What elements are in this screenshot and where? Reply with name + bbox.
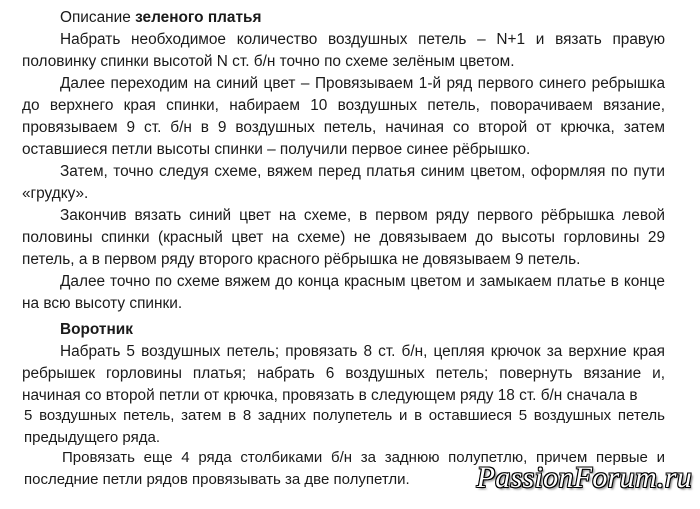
section-title-prefix: Описание (60, 9, 136, 26)
collar-paragraph-3: Провязать еще 4 ряда столбиками б/н за заднюю полупетлю, причем первые и последние петли рядов провязывать за две полупетли. (24, 449, 665, 488)
watermark: PassionForum.ru (476, 461, 692, 494)
section-title-bold: зеленого платья (135, 9, 262, 26)
paragraph-3: Затем, точно следуя схеме, вяжем перед платья синим цветом, оформляя по пути «грудку». (22, 163, 665, 202)
collar-title: Воротник (60, 321, 133, 338)
paragraph-1: Набрать необходимое количество воздушных петель – N+1 и вязать правую половинку спинки высотой N ст. б/н точно по схеме зелёным цветом. (22, 31, 665, 70)
section-title (60, 7, 261, 29)
paragraph-4: Закончив вязать синий цвет на схеме, в первом ряду первого рёбрышка левой половины спинки (красный цвет на схеме) не довязываем до высоты горловины 29 петель, а в первом ряду второго красного рёбрышка не довязываем 9 петель. (22, 207, 665, 268)
paragraph-2: Далее переходим на синий цвет – Провязываем 1-й ряд первого синего ребрышка до верхнего края спинки, набираем 10 воздушных петель, поворачиваем вязание, провязываем 9 ст. б/н в 9 воздушных петель, начиная со второй от крючка, затем оставшиеся петли высоты спинки – получили первое синее рёбрышко. (22, 75, 665, 158)
collar-paragraph-2: 5 воздушных петель, затем в 8 задних полупетель и в оставшиеся 5 воздушных петель предыдущего ряда. (24, 407, 665, 446)
collar-paragraph-1: Набрать 5 воздушных петель; провязать 8 ст. б/н, цепляя крючок за верхние края ребрышек горловины платья; набрать 6 воздушных петель; повернуть вязание и, начиная со второй петли от крючка, провязать в следующем ряду 18 ст. б/н сначала в (22, 343, 665, 404)
paragraph-5: Далее точно по схеме вяжем до конца красным цветом и замыкаем платье в конце на всю высоту спинки. (22, 273, 665, 312)
